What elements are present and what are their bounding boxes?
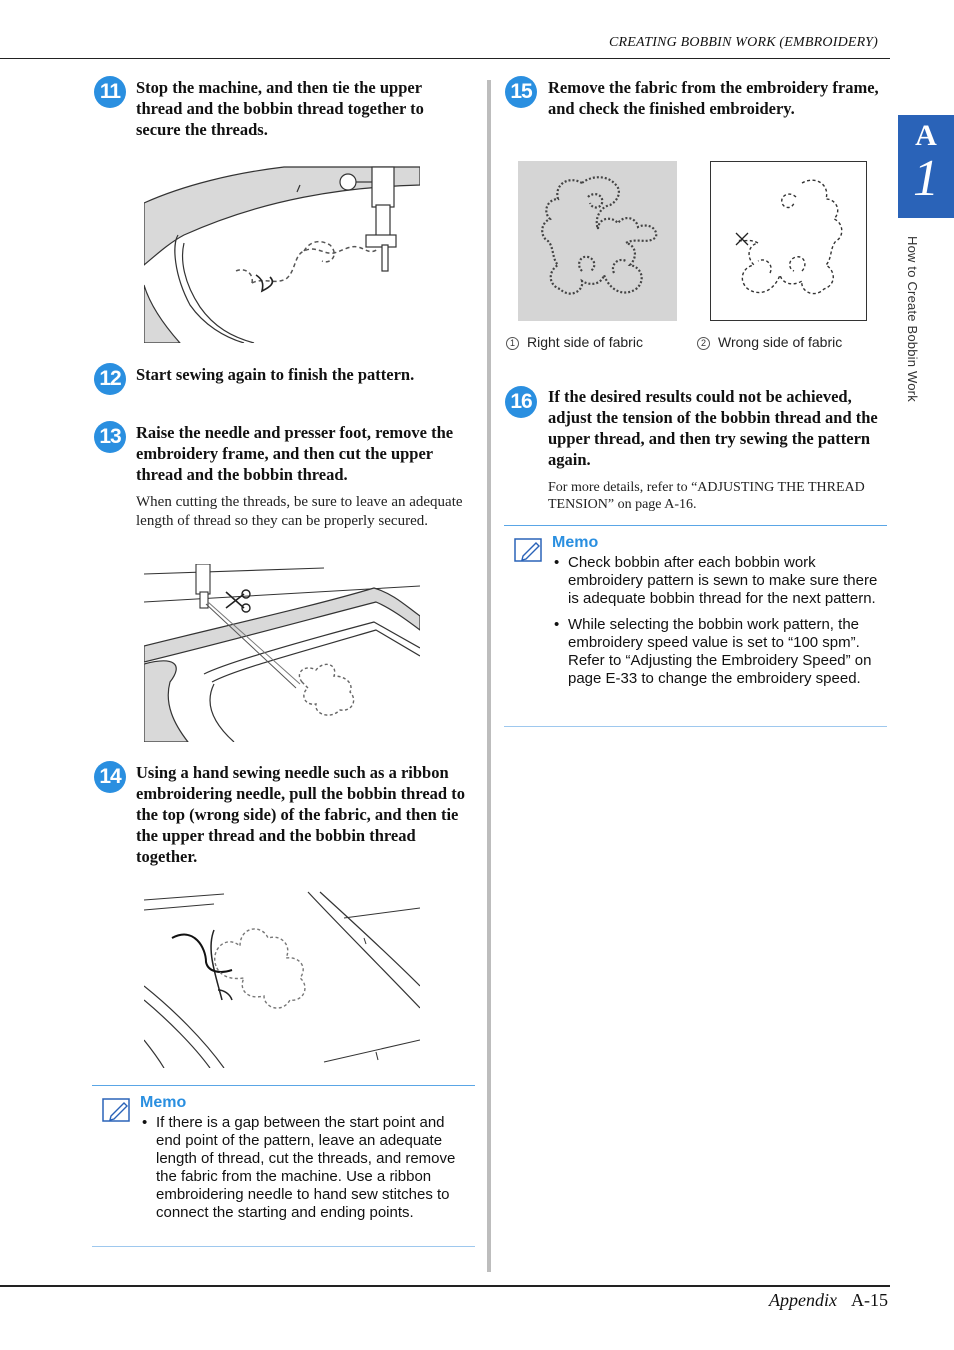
page-footer [769, 1290, 888, 1311]
memo-pencil-icon [514, 536, 544, 564]
memo-right-item-1: • Check bobbin after each bobbin work embroidery pattern is sewn to make sure there is adequate bobbin thread for the next pattern. [554, 554, 884, 608]
memo-left-item: • If there is a gap between the start point and end point of the pattern, leave an adequate length of thread, cut the threads, and remove the fabric from the machine. Use a ribbon embroidering needle to hand sew stitches to connect the starting and ending points. [142, 1114, 470, 1222]
caption-wrong-side-text: Wrong side of fabric [718, 334, 843, 350]
memo-title-right: Memo [552, 534, 599, 551]
footer-rule [0, 1285, 890, 1287]
memo-box-right [504, 525, 887, 727]
chapter-tab-number: 1 [913, 150, 939, 207]
column-divider [487, 80, 491, 1272]
caption-wrong-side [697, 334, 842, 350]
step-13-title: Raise the needle and presser foot, remove the embroidery frame, and then cut the upper thread and the bobbin thread. [136, 423, 454, 484]
step-11-title: Stop the machine, and then tie the upper thread and the bobbin thread together to secure the threads. [136, 78, 424, 139]
step-16-badge: 16 [505, 386, 537, 418]
step-15-badge: 15 [505, 76, 537, 108]
step-16-note: For more details, refer to “ADJUSTING THE THREAD TENSION” on page A-16. [548, 480, 865, 512]
memo-right-item-2: • While selecting the bobbin work pattern, the embroidery speed value is set to “100 spm”. Refer to “Adjusting the Embroidery Speed” on page E-33 to change the embroidery speed. [554, 616, 884, 688]
figure-right-side-fabric [518, 161, 677, 321]
figure-tie-threads [144, 165, 420, 343]
step-16-title: If the desired results could not be achieved, adjust the tension of the bobbin thread and the upper thread, and then try sewing the pattern again. [548, 387, 878, 469]
memo-title-left: Memo [140, 1094, 187, 1111]
step-14-title: Using a hand sewing needle such as a ribbon embroidering needle, pull the bobbin thread to the top (wrong side) of the fabric, and then tie the upper thread and the bobbin thread together. [136, 763, 465, 866]
step-13-badge: 13 [94, 421, 126, 453]
header-rule [0, 58, 890, 59]
figure-cut-threads [144, 564, 420, 742]
step-12-badge: 12 [94, 363, 126, 395]
caption-right-side [506, 334, 643, 350]
caption-right-side-text: Right side of fabric [527, 334, 643, 350]
footer-section: Appendix [769, 1290, 837, 1310]
memo-list-right [554, 554, 884, 692]
step-15-title: Remove the fabric from the embroidery frame, and check the finished embroidery. [548, 78, 879, 118]
running-header: CREATING BOBBIN WORK (EMBROIDERY) [608, 35, 878, 50]
memo-box-left [92, 1085, 475, 1247]
caption-number-2: 2 [697, 337, 710, 350]
side-section-label: How to Create Bobbin Work [905, 236, 920, 402]
chapter-tab-letter: A [915, 119, 937, 152]
step-11-badge: 11 [94, 76, 126, 108]
figure-wrong-side-fabric [710, 161, 867, 321]
chapter-tab [898, 115, 954, 218]
step-13-note: When cutting the threads, be sure to leave an adequate length of thread so they can be properly secured. [136, 494, 463, 529]
caption-number-1: 1 [506, 337, 519, 350]
step-12-title: Start sewing again to finish the pattern. [136, 365, 415, 384]
figure-pull-bobbin-thread [144, 890, 420, 1068]
step-14-badge: 14 [94, 761, 126, 793]
memo-pencil-icon [102, 1096, 132, 1124]
page-number: A-15 [851, 1290, 888, 1310]
memo-list-left [142, 1114, 470, 1226]
